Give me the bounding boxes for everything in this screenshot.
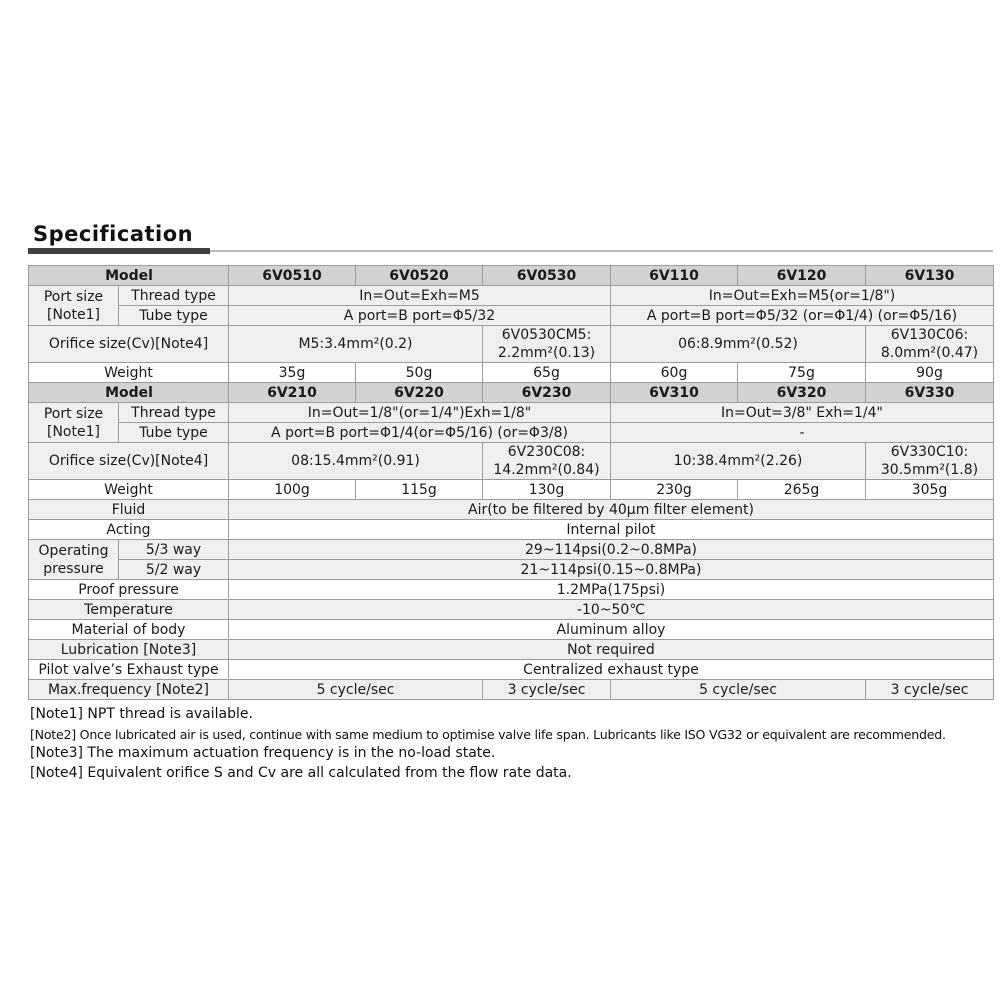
section-header [28, 222, 993, 252]
max-frequency-3: 3 cycle/sec [866, 680, 994, 700]
material-row [29, 620, 994, 640]
block1-tube-left: A port=B port=Φ5/32 [229, 306, 611, 326]
max-frequency-0: 5 cycle/sec [229, 680, 483, 700]
max-frequency-1: 3 cycle/sec [483, 680, 611, 700]
block1-weight-1: 50g [356, 363, 483, 383]
block2-weight-1: 115g [356, 480, 483, 500]
model-label: Model [29, 383, 229, 403]
pressure-52-value: 21~114psi(0.15~0.8MPa) [229, 560, 994, 580]
block1-thread-row [29, 286, 994, 306]
block1-weight-0: 35g [229, 363, 356, 383]
proof-pressure-row [29, 580, 994, 600]
block1-weight-row [29, 363, 994, 383]
block2-model-5: 6V330 [866, 383, 994, 403]
pilot-exhaust-value: Centralized exhaust type [229, 660, 994, 680]
max-frequency-label: Max.frequency [Note2] [29, 680, 229, 700]
block1-orifice-row [29, 326, 994, 363]
footnote-4: [Note4] Equivalent orifice S and Cv are all calculated from the flow rate data. [30, 764, 572, 781]
block2-orifice-3: 6V330C10: 30.5mm²(1.8) [866, 443, 994, 480]
pilot-exhaust-row [29, 660, 994, 680]
port-size-label: Port size [Note1] [29, 403, 119, 443]
orifice-label: Orifice size(Cv)[Note4] [29, 443, 229, 480]
block1-orifice-2: 06:8.9mm²(0.52) [611, 326, 866, 363]
tube-type-label: Tube type [119, 306, 229, 326]
content-area [28, 222, 993, 783]
way-52-label: 5/2 way [119, 560, 229, 580]
block1-weight-5: 90g [866, 363, 994, 383]
block2-model-3: 6V310 [611, 383, 738, 403]
acting-value: Internal pilot [229, 520, 994, 540]
specification-table [28, 265, 994, 700]
block1-model-0: 6V0510 [229, 266, 356, 286]
lubrication-value: Not required [229, 640, 994, 660]
block1-weight-2: 65g [483, 363, 611, 383]
footnote-3: [Note3] The maximum actuation frequency is in the no-load state. [30, 745, 496, 761]
block1-weight-3: 60g [611, 363, 738, 383]
lubrication-row [29, 640, 994, 660]
weight-label: Weight [29, 480, 229, 500]
fluid-row [29, 500, 994, 520]
block2-thread-row [29, 403, 994, 423]
orifice-label: Orifice size(Cv)[Note4] [29, 326, 229, 363]
block2-model-row [29, 383, 994, 403]
way-53-label: 5/3 way [119, 540, 229, 560]
block2-model-0: 6V210 [229, 383, 356, 403]
block2-weight-5: 305g [866, 480, 994, 500]
material-label: Material of body [29, 620, 229, 640]
operating-pressure-label: Operating pressure [29, 540, 119, 580]
block1-model-row [29, 266, 994, 286]
pressure-53-value: 29~114psi(0.2~0.8MPa) [229, 540, 994, 560]
block1-orifice-0: M5:3.4mm²(0.2) [229, 326, 483, 363]
block2-weight-3: 230g [611, 480, 738, 500]
block2-model-2: 6V230 [483, 383, 611, 403]
page-title: Specification [33, 222, 194, 246]
block2-orifice-row [29, 443, 994, 480]
weight-label: Weight [29, 363, 229, 383]
block2-thread-left: In=Out=1/8"(or=1/4")Exh=1/8" [229, 403, 611, 423]
pressure-53-row [29, 540, 994, 560]
block2-tube-row [29, 423, 994, 443]
pilot-exhaust-label: Pilot valve’s Exhaust type [29, 660, 229, 680]
block1-thread-left: In=Out=Exh=M5 [229, 286, 611, 306]
temperature-row [29, 600, 994, 620]
block1-orifice-3: 6V130C06: 8.0mm²(0.47) [866, 326, 994, 363]
block2-weight-2: 130g [483, 480, 611, 500]
block1-model-2: 6V0530 [483, 266, 611, 286]
block1-model-3: 6V110 [611, 266, 738, 286]
pressure-52-row [29, 560, 994, 580]
block1-tube-row [29, 306, 994, 326]
block2-orifice-0: 08:15.4mm²(0.91) [229, 443, 483, 480]
fluid-label: Fluid [29, 500, 229, 520]
acting-label: Acting [29, 520, 229, 540]
port-size-label: Port size [Note1] [29, 286, 119, 326]
thread-type-label: Thread type [119, 286, 229, 306]
block1-model-4: 6V120 [738, 266, 866, 286]
block2-tube-left: A port=B port=Φ1/4(or=Φ5/16) (or=Φ3/8) [229, 423, 611, 443]
acting-row [29, 520, 994, 540]
max-frequency-2: 5 cycle/sec [611, 680, 866, 700]
thread-type-label: Thread type [119, 403, 229, 423]
material-value: Aluminum alloy [229, 620, 994, 640]
proof-pressure-value: 1.2MPa(175psi) [229, 580, 994, 600]
temperature-value: -10~50℃ [229, 600, 994, 620]
block1-weight-4: 75g [738, 363, 866, 383]
block2-model-4: 6V320 [738, 383, 866, 403]
footnotes-list [28, 705, 993, 783]
max-frequency-row [29, 680, 994, 700]
lubrication-label: Lubrication [Note3] [29, 640, 229, 660]
proof-pressure-label: Proof pressure [29, 580, 229, 600]
fluid-value: Air(to be filtered by 40μm filter element) [229, 500, 994, 520]
block2-weight-4: 265g [738, 480, 866, 500]
block2-weight-0: 100g [229, 480, 356, 500]
block2-orifice-1: 6V230C08: 14.2mm²(0.84) [483, 443, 611, 480]
block1-model-1: 6V0520 [356, 266, 483, 286]
block2-weight-row [29, 480, 994, 500]
title-underline-bar [28, 248, 210, 254]
block2-model-1: 6V220 [356, 383, 483, 403]
tube-type-label: Tube type [119, 423, 229, 443]
block2-tube-right: - [611, 423, 994, 443]
model-label: Model [29, 266, 229, 286]
temperature-label: Temperature [29, 600, 229, 620]
block1-model-5: 6V130 [866, 266, 994, 286]
block2-thread-right: In=Out=3/8" Exh=1/4" [611, 403, 994, 423]
block1-thread-right: In=Out=Exh=M5(or=1/8") [611, 286, 994, 306]
footnote-2: [Note2] Once lubricated air is used, continue with same medium to optimise valve life span. Lubricants like ISO VG32 or equivalent are recommended. [30, 726, 946, 742]
block1-tube-right: A port=B port=Φ5/32 (or=Φ1/4) (or=Φ5/16) [611, 306, 994, 326]
footnote-1: [Note1] NPT thread is available. [30, 706, 253, 722]
block1-orifice-1: 6V0530CM5: 2.2mm²(0.13) [483, 326, 611, 363]
block2-orifice-2: 10:38.4mm²(2.26) [611, 443, 866, 480]
